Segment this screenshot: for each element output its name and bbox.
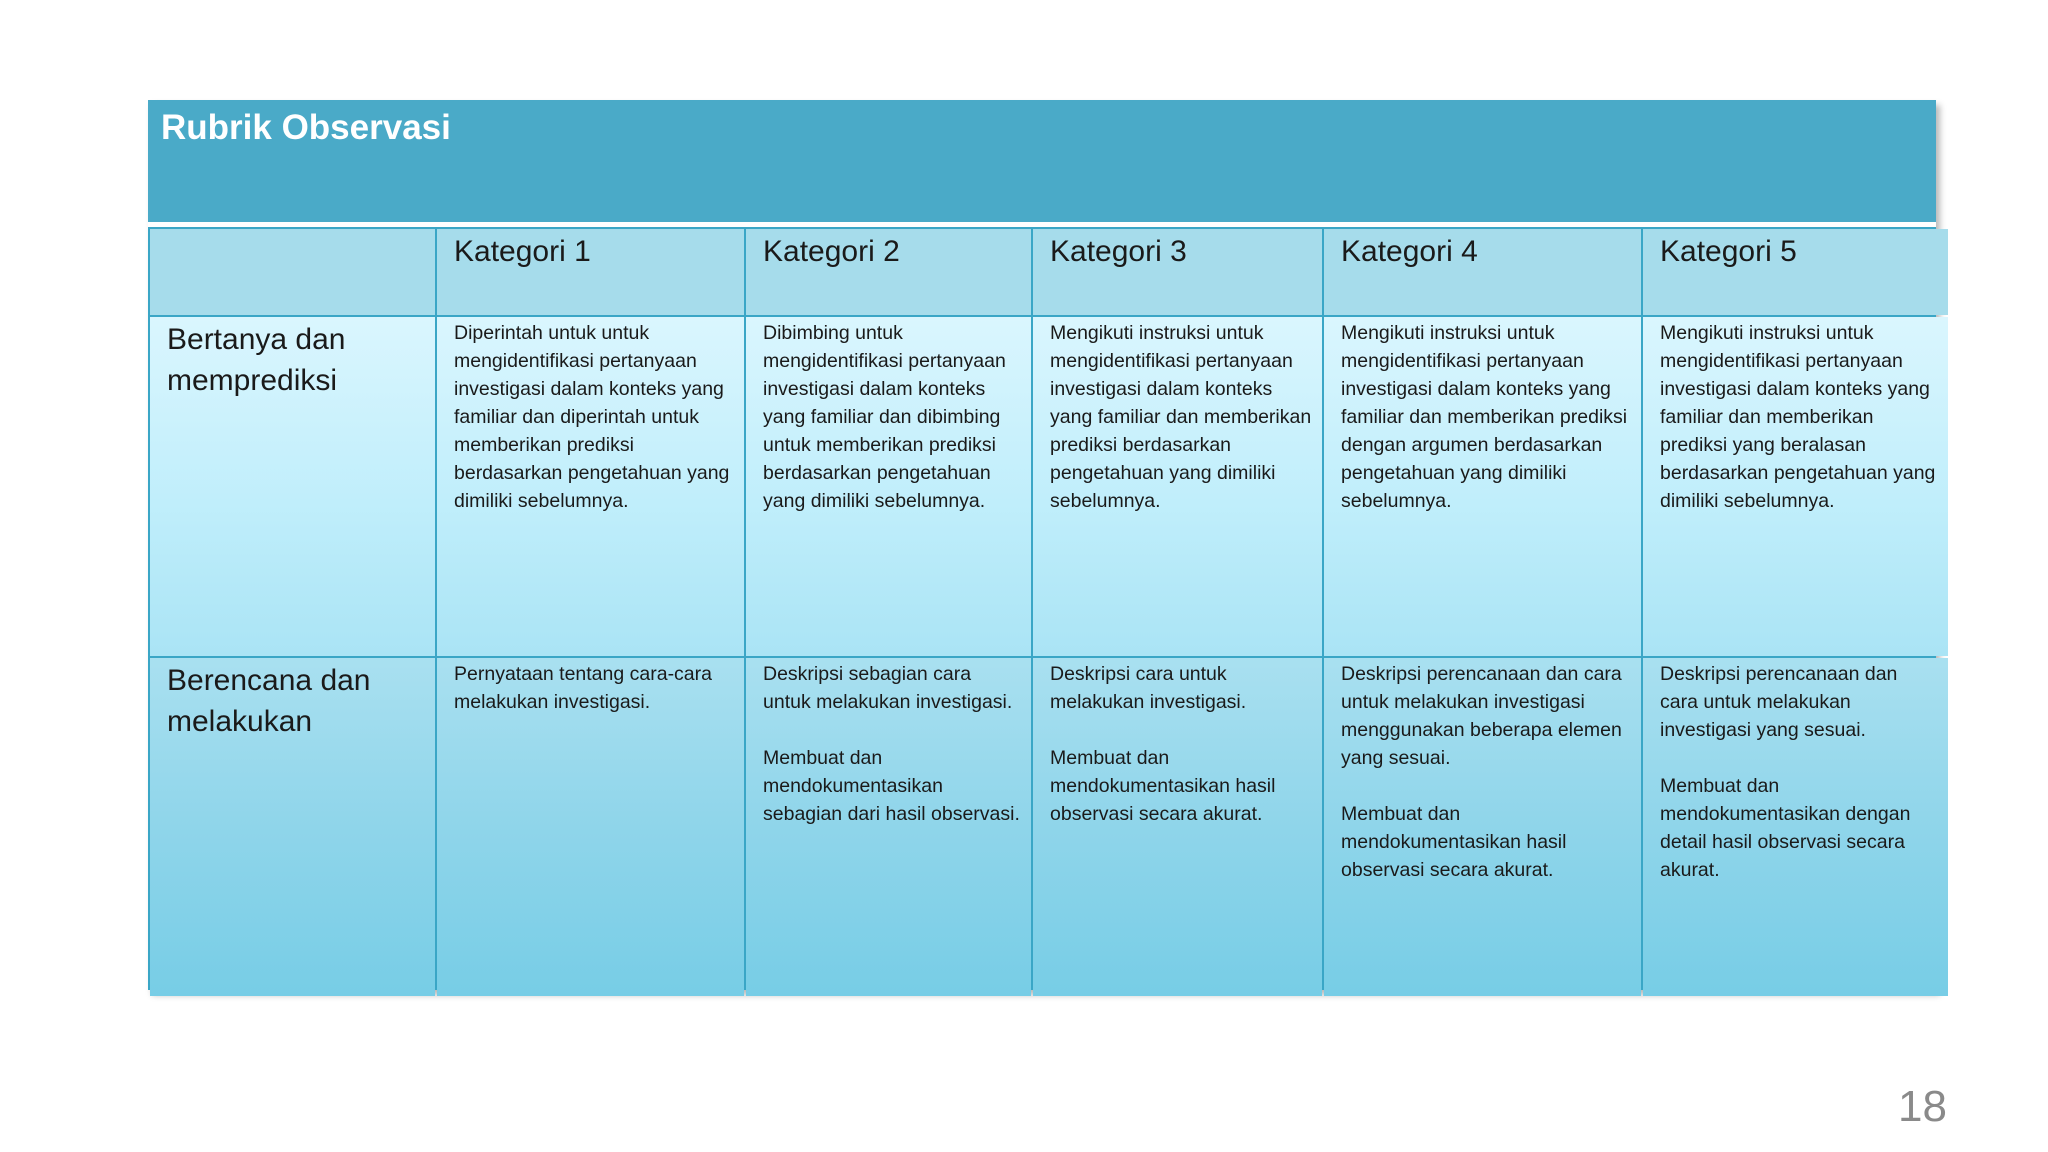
header-cell-kategori-4: Kategori 4: [1324, 229, 1641, 315]
table-cell: Deskripsi perencanaan dan cara untuk melakukan investigasi yang sesuai. Membuat dan mendokumentasikan dengan detail hasil observasi secara akurat.: [1643, 658, 1948, 996]
table-cell: Mengikuti instruksi untuk mengidentifikasi pertanyaan investigasi dalam konteks yang familiar dan memberikan prediksi yang beralasan berdasarkan pengetahuan yang dimiliki sebelumnya.: [1643, 317, 1948, 656]
header-cell-kategori-2: Kategori 2: [746, 229, 1031, 315]
table-cell: Dibimbing untuk mengidentifikasi pertanyaan investigasi dalam konteks yang familiar dan dibimbing untuk memberikan prediksi berdasarkan pengetahuan yang dimiliki sebelumnya.: [746, 317, 1031, 656]
table-cell: Pernyataan tentang cara-cara melakukan investigasi.: [437, 658, 744, 996]
row-label-berencana: Berencana dan melakukan: [150, 658, 435, 996]
slide-page-number: 18: [1898, 1082, 1947, 1131]
header-cell-kategori-3: Kategori 3: [1033, 229, 1322, 315]
table-cell: Mengikuti instruksi untuk mengidentifikasi pertanyaan investigasi dalam konteks yang familiar dan memberikan prediksi berdasarkan pengetahuan yang dimiliki sebelumnya.: [1033, 317, 1322, 656]
header-cell-kategori-5: Kategori 5: [1643, 229, 1948, 315]
header-cell-kategori-1: Kategori 1: [437, 229, 744, 315]
table-title: Rubrik Observasi: [161, 108, 451, 147]
table-cell: Mengikuti instruksi untuk mengidentifikasi pertanyaan investigasi dalam konteks yang familiar dan memberikan prediksi dengan argumen berdasarkan pengetahuan yang dimiliki sebelumnya.: [1324, 317, 1641, 656]
table-cell: Deskripsi cara untuk melakukan investigasi. Membuat dan mendokumentasikan hasil observasi secara akurat.: [1033, 658, 1322, 996]
rubric-table-container: [148, 100, 1936, 990]
rubric-grid: [148, 227, 1936, 990]
table-cell: Deskripsi perencanaan dan cara untuk melakukan investigasi menggunakan beberapa elemen yang sesuai. Membuat dan mendokumentasikan hasil observasi secara akurat.: [1324, 658, 1641, 996]
table-cell: Diperintah untuk untuk mengidentifikasi pertanyaan investigasi dalam konteks yang familiar dan diperintah untuk memberikan prediksi berdasarkan pengetahuan yang dimiliki sebelumnya.: [437, 317, 744, 656]
header-cell-empty: [150, 229, 435, 315]
table-title-bar: [148, 100, 1936, 222]
table-cell: Deskripsi sebagian cara untuk melakukan investigasi. Membuat dan mendokumentasikan sebagian dari hasil observasi.: [746, 658, 1031, 996]
row-label-bertanya: Bertanya dan memprediksi: [150, 317, 435, 656]
